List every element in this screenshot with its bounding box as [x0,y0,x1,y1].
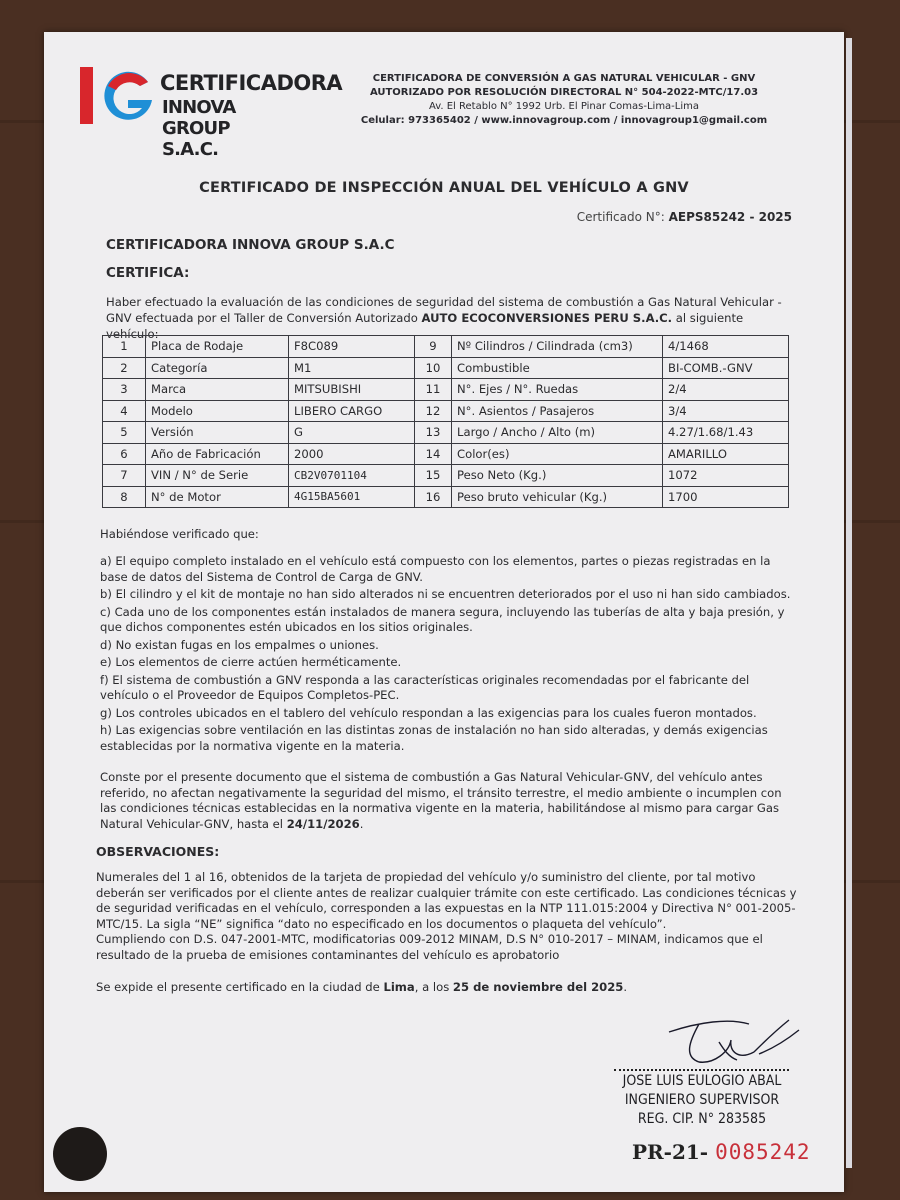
row-number: 7 [103,465,146,487]
field-label: Modelo [146,400,289,422]
observaciones-paragraph [96,870,804,963]
field-value: 1072 [663,465,789,487]
row-number: 3 [103,379,146,401]
vehicle-table-row [103,379,789,401]
intro-text-end: al siguiente vehículo: [106,311,744,341]
intro-text: Haber efectuado la evaluación de las condiciones de seguridad del sistema de combustión a Gas Natural Vehicular - GNV efectuada por el Taller de Conversión Autorizado [106,295,782,325]
field-label: Categoría [146,357,289,379]
letterhead-line-2: AUTORIZADO POR RESOLUCIÓN DIRECTORAL N° 504-2022-MTC/17.03 [369,87,759,98]
field-value: 1700 [663,486,789,508]
field-label: Año de Fabricación [146,443,289,465]
row-number: 1 [103,336,146,358]
signature-line [614,1069,789,1071]
signer-name: JOSE LUIS EULOGIO ABAL [622,1073,782,1089]
issued-text: Se expide el presente certificado en la ciudad de [96,980,380,994]
field-value: M1 [289,357,415,379]
condition-item: f) El sistema de combustión a GNV responda a las características originales recomendadas por el fabricante del vehículo o el Proveedor de Equipos Completos-PEC. [100,672,750,702]
workshop-name: AUTO ECOCONVERSIONES PERU S.A.C. [421,311,673,325]
document-title: CERTIFICADO DE INSPECCIÓN ANUAL DEL VEHÍCULO A GNV [199,180,689,196]
field-label: VIN / N° de Serie [146,465,289,487]
field-value: F8C089 [289,336,415,358]
field-value: LIBERO CARGO [289,400,415,422]
conste-end: . [359,816,364,831]
field-value: BI-COMB.-GNV [663,357,789,379]
conste-paragraph [100,770,800,832]
field-label: Nº Cilindros / Cilindrada (cm3) [452,336,663,358]
condition-item: g) Los controles ubicados en el tablero del vehículo respondan a las exigencias para los cuales fueron montados. [100,705,757,720]
field-label: Peso Neto (Kg.) [452,465,663,487]
row-number: 14 [415,443,452,465]
conditions-list [100,554,800,754]
vehicle-table-row [103,400,789,422]
field-label: Combustible [452,357,663,379]
vehicle-table-row [103,443,789,465]
row-number: 9 [415,336,452,358]
company-logo [78,65,343,160]
conste-text: Conste por el presente documento que el sistema de combustión a Gas Natural Vehicular-GNV, del vehículo antes referido, no afectan negativamente la seguridad del mismo, el tránsito terrestre, el medio ambiente o incumplen con las condiciones técnicas establecidas en la normativa vigente en la materia, habilitándose al mismo para cargar Gas Natural Vehicular-GNV, hasta el [100,770,782,831]
condition-item: e) Los elementos de cierre actúen herméticamente. [100,655,402,669]
row-number: 13 [415,422,452,444]
field-value: 4.27/1.68/1.43 [663,422,789,444]
field-value: 4G15BA5601 [289,486,415,508]
field-label: Placa de Rodaje [146,336,289,358]
letterhead-contact: Celular: 973365402 / www.innovagroup.com / innovagroup1@gmail.com [360,115,768,126]
condition-item: a) El equipo completo instalado en el vehículo está compuesto con los elementos, partes o piezas registradas en la base de datos del Sistema de Control de Carga de GNV. [100,554,771,584]
issued-city: Lima [383,980,415,994]
paper-edge [846,38,852,1168]
observaciones-heading: OBSERVACIONES: [96,844,220,859]
letterhead [354,72,774,128]
logo-line-2: INNOVA GROUP S.A.C. [162,97,236,160]
logo-i-mark [80,67,93,124]
field-label: Versión [146,422,289,444]
field-value: MITSUBISHI [289,379,415,401]
observaciones-text-2: Cumpliendo con D.S. 047-2001-MTC, modificatorias 009-2012 MINAM, D.S N° 010-2017 – MINAM, indicamos que el resultado de la prueba de emisiones contaminantes del vehículo es aprobatorio [96,932,763,962]
vehicle-table-row [103,357,789,379]
issued-statement [96,980,796,996]
row-number: 12 [415,400,452,422]
vehicle-table-row [103,486,789,508]
issued-date: 25 de noviembre del 2025 [452,980,624,994]
field-value: 3/4 [663,400,789,422]
logo-g-mark [98,68,156,126]
field-value: G [289,422,415,444]
field-label: Marca [146,379,289,401]
verified-intro: Habiéndose verificado que: [100,527,259,541]
vehicle-table-row [103,336,789,358]
field-label: N° de Motor [146,486,289,508]
field-label: N°. Ejes / N°. Ruedas [452,379,663,401]
certificate-number-value: AEPS85242 - 2025 [668,210,792,224]
field-label: Largo / Ancho / Alto (m) [452,422,663,444]
logo-line-1: CERTIFICADORA [160,71,343,95]
letterhead-line-1: CERTIFICADORA DE CONVERSIÓN A GAS NATURAL VEHICULAR - GNV [372,73,756,84]
punch-hole [53,1127,107,1181]
field-label: Peso bruto vehicular (Kg.) [452,486,663,508]
vehicle-table-row [103,465,789,487]
validity-date: 24/11/2026 [286,816,360,831]
condition-item: b) El cilindro y el kit de montaje no han sido alterados ni se encuentren deteriorados por el uso ni han sido cambiados. [100,587,791,601]
observaciones-text-1: Numerales del 1 al 16, obtenidos de la tarjeta de propiedad del vehículo y/o suministro del cliente, por tal motivo deberán ser verificados por el cliente antes de realizar cualquier trámite con este certificado. Las condiciones técnicas y de seguridad verificadas en el vehículo, corresponden a las expuestas en la NTP 111.015:2004 y Directiva N° 001-2005-MTC/15. La sigla “NE” significa “dato no especificado en los documentos o plaqueta del vehículo”. [96,870,797,931]
certificate-number-label: Certificado N°: [576,210,665,224]
handwritten-signature [659,1012,809,1072]
field-label: Color(es) [452,443,663,465]
condition-item: c) Cada uno de los componentes están instalados de manera segura, incluyendo las tuberías de alta y baja presión, y que dichos componentes estén ubicados en los sitios originales. [100,604,785,634]
row-number: 5 [103,422,146,444]
signature-block [612,1072,792,1129]
certifica-heading: CERTIFICA: [106,265,190,281]
row-number: 2 [103,357,146,379]
vehicle-table-row [103,422,789,444]
row-number: 15 [415,465,452,487]
field-value: 4/1468 [663,336,789,358]
serial-prefix: PR-21- [632,1140,709,1164]
company-name: CERTIFICADORA INNOVA GROUP S.A.C [106,237,395,253]
row-number: 8 [103,486,146,508]
row-number: 4 [103,400,146,422]
row-number: 16 [415,486,452,508]
field-value: 2000 [289,443,415,465]
row-number: 11 [415,379,452,401]
certificate-number [577,210,792,224]
signer-registration: REG. CIP. N° 283585 [637,1111,767,1127]
signer-role: INGENIERO SUPERVISOR [624,1092,780,1108]
serial-number [632,1140,811,1164]
condition-item: d) No existan fugas en los empalmes o uniones. [100,637,379,652]
field-value: AMARILLO [663,443,789,465]
issued-text-2: , a los [414,980,450,994]
certificate-page [44,32,844,1192]
serial-digits: 0085242 [715,1140,811,1164]
vehicle-data-table [102,335,789,508]
condition-item: h) Las exigencias sobre ventilación en las distintas zonas de instalación no han sido alteradas, y demás exigencias establecidas por la normativa vigente en la materia. [100,723,768,753]
field-label: N°. Asientos / Pasajeros [452,400,663,422]
row-number: 6 [103,443,146,465]
issued-end: . [623,980,628,994]
row-number: 10 [415,357,452,379]
field-value: CB2V0701104 [289,465,415,487]
letterhead-address: Av. El Retablo N° 1992 Urb. El Pinar Comas-Lima-Lima [428,101,700,112]
field-value: 2/4 [663,379,789,401]
